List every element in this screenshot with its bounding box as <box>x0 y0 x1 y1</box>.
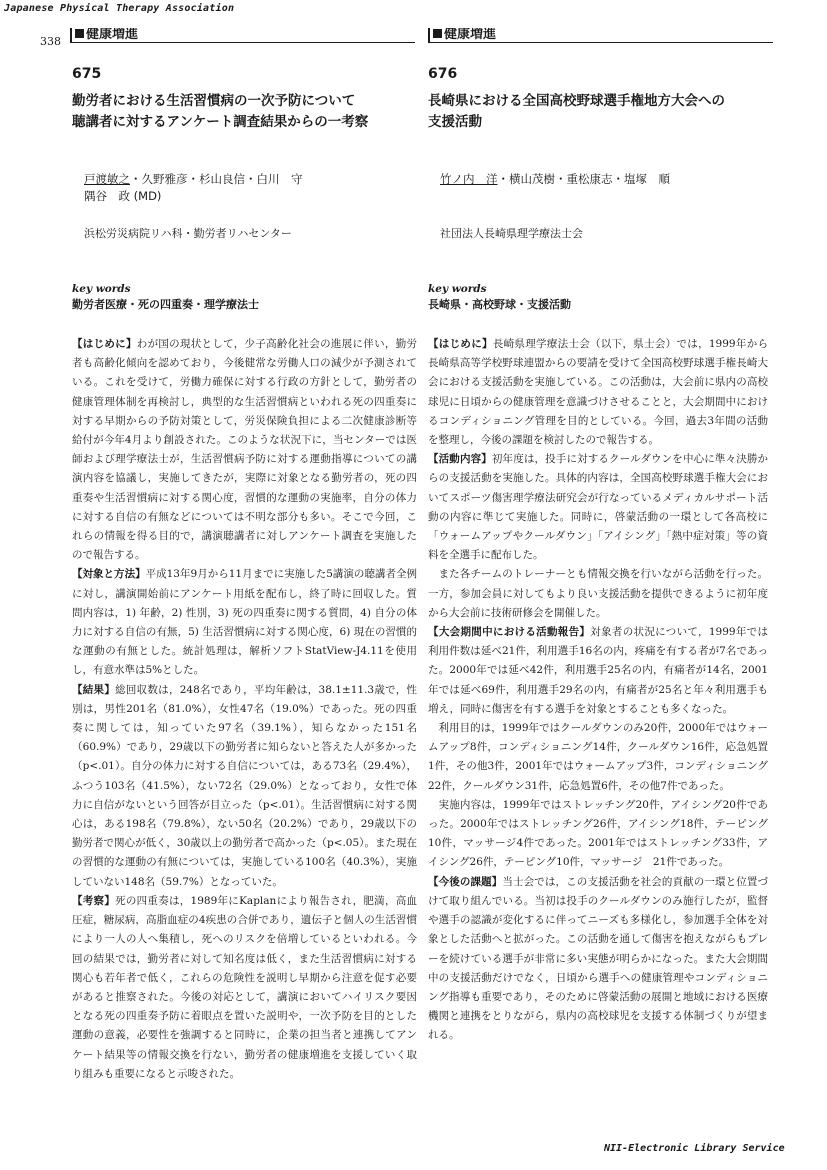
institution: 浜松労災病院リハ科・勤労者リハセンター <box>84 227 292 240</box>
paragraph-text: 総回収数は，248名であり，平均年齢は，38.1±11.3歳で，性別は，男性201名（81.0%），女性47名（19.0%）であった。死の四重奏に関しては，知っていた97名（39.1%），知らなかった151名（60.9%）であり，29歳以下の勤労者に知らないと答えた人が多かった（p<.01）。自分の体力に対する自信については，ある73名（29.4%），ふつう103名（41.5%），ない72名（29.0%）となっており，女性で体力に自信がないという回答が目立った（p<.01）。生活習慣病に対する関心は，ある198名（79.8%），ない50名（20.2%）であり，29歳以下の勤労者で関心が低く，30歳以上の勤労者で高かった（p<.05）。また現在の習慣的な運動の有無については，実施している100名（40.3%），実施していない148名（59.7%）となっていた。 <box>72 683 417 888</box>
paragraph <box>428 796 768 873</box>
paragraph-heading: 【大会期間中における活動報告】 <box>428 626 591 639</box>
keywords: 勤労者医療・死の四重奏・理学療法士 <box>72 298 259 311</box>
article-body <box>72 335 417 1084</box>
keywords-label: key words <box>428 283 487 295</box>
paragraph-heading: 【はじめに】 <box>72 338 137 350</box>
section-tag-label: 健康増進 <box>444 28 497 42</box>
paragraph-text: 平成13年9月から11月までに実施した5講演の聴講者全例に対し，講演開始前にアンケート用紙を配布し，終了時に回収した。質問内容は，1) 年齢，2) 性別，3) 死の四重奏に関する質問，4) 自分の体力に対する自信の有無，5) 生活習慣病に対する関心度，6) 現在の習慣的な運動の有無とした。統計処理は，解析ソフトStatView-J4.11を使用し，有意水準は5%とした。 <box>72 568 417 677</box>
article-title-line-2: 支援活動 <box>428 114 482 130</box>
paragraph-text: 実施内容は，1999年ではストレッチング20件，アイシング20件であった。2000年ではストレッチング26件，アイシング18件，テーピング10件，マッサージ4件であった。2001年ではストレッチング33件，アイシング26件，テーピング10件，マッサージ 21件であった。 <box>428 798 768 869</box>
paragraph <box>72 681 417 892</box>
paragraph <box>428 719 768 796</box>
section-tag-right <box>428 28 773 43</box>
article-title-line-2: 聴講者に対するアンケート調査結果からの一考察 <box>72 114 369 130</box>
section-tag-label: 健康増進 <box>86 28 139 42</box>
section-marker-icon <box>75 29 84 38</box>
section-tag-left <box>70 28 415 43</box>
paragraph <box>428 623 768 719</box>
author-list <box>428 171 768 205</box>
paragraph <box>428 565 768 623</box>
paragraph-text: 当士会では，この支援活動を社会的貢献の一環と位置づけて取り組んでいる。当初は投手のクールダウンのみ施行したが，監督や選手の認識が変化するに伴ってニーズも多様化し，参加選手全体を対象とした活動へと拡がった。この活動を通して傷害を抱えながらもプレーを続けている選手が非常に多い実態が明らかになった。また大会期間中の支援活動だけでなく，日頃から選手への健康管理やコンディショニング指導も重要であり，そのために啓蒙活動の展開と地域における医療機関と連携をとりながら，県内の高校球児を支援する体制づくりが望まれる。 <box>428 875 769 1042</box>
institution: 社団法人長崎県理学療法士会 <box>440 227 583 240</box>
paragraph-heading: 【対象と方法】 <box>72 568 146 581</box>
paragraph-text: わが国の現状として，少子高齢化社会の進展に伴い，勤労者も高齢化傾向を認めており，今後健常な労働人口の減少が予測されている。これを受けて，労働力確保に対する行政の方針として，勤労者の健康管理体制を再検討し，典型的な生活習慣病といわれる死の四重奏に対する早期からの予防対策として，労災保険負担による二次健康診断等給付が今年4月より創設された。このような状況下に，当センターでは医師および理学療法士が，生活習慣病予防に対する運動指導についての講演内容を協議し，実施してきたが，実際に対象となる勤労者の，死の四重奏や生活習慣病に対する関心度，習慣的な運動の実施率，自分の体力に対する自信の有無などについては不明な部分も多い。そこで今回，これらの情報を得る目的で，講演聴講者に対しアンケート調査を実施したので報告する。 <box>72 338 417 562</box>
paragraph-heading: 【考察】 <box>72 894 116 907</box>
paragraph <box>428 873 768 1046</box>
presenting-author: 竹ノ内 洋 <box>440 172 498 186</box>
section-marker-icon <box>433 29 442 38</box>
presenting-author: 戸渡敏之 <box>84 172 130 186</box>
paragraph-heading: 【活動内容】 <box>428 453 492 466</box>
paragraph-heading: 【今後の課題】 <box>428 875 503 888</box>
paragraph <box>72 892 417 1084</box>
paragraph-text: 利用目的は，1999年ではクールダウンのみ20件，2000年ではウォームアップ8件，コンディショニング14件，クールダウン16件，応急処置1件，その他3件，2001年ではウォームアップ3件，コンディショニング22件，クールダウン31件，応急処置6件，その他7件であった。 <box>428 722 768 792</box>
author-list <box>72 171 417 205</box>
article-title-line-1: 長崎県における全国高校野球選手権地方大会への <box>428 93 725 109</box>
paragraph <box>428 450 768 565</box>
paragraph-text: 長崎県理学療法士会（以下，県士会）では，1999年から長崎県高等学校野球連盟からの要請を受けて全国高校野球選手権長崎大会における支援活動を実施している。この活動は，大会前に県内の高校球児に日頃からの健康管理を意識づけさせることと，大会期間中におけるコンディショニング管理を目的としている。今回，過去3年間の活動を整理し，今後の課題を検討したので報告する。 <box>428 338 769 447</box>
footer-service: NII-Electronic Library Service <box>604 1143 785 1154</box>
co-authors-line-2: 隅谷 政 (MD) <box>84 189 162 203</box>
paragraph-text: 対象者の状況について，1999年では利用件数は延べ21件，利用選手16名の内，疼痛を有する者が7名であった。2000年では延べ42件，利用選手25名の内，有痛者が14名，2001年では延べ69件，利用選手29名の内，有痛者が25名と年々利用選手も増え，同時に傷害を有する選手を対象とすることも多くなった。 <box>428 626 769 715</box>
article-body <box>428 335 768 1046</box>
article-number: 675 <box>72 66 102 82</box>
paragraph-text: 初年度は，投手に対するクールダウンを中心に準々決勝からの支援活動を実施した。具体的内容は，全国高校野球選手権大会においてスポーツ傷害理学療法研究会が行なっているメディカルサポート活動の内容に準じて実施した。同時に，啓蒙活動の一環として各高校に「ウォームアップやクールダウン」「アイシング」「熱中症対策」等の資料を全選手に配布した。 <box>428 453 769 562</box>
co-authors: ・久野雅彦・杉山良信・白川 守 <box>130 172 303 186</box>
paragraph-heading: 【結果】 <box>72 683 116 696</box>
page-number: 338 <box>40 35 61 48</box>
paragraph-text: また各チームのトレーナーとも情報交換を行いながら活動を行った。一方，参加会員に対してもより良い支援活動を提供できるように初年度から大会前に技術研修会を開催した。 <box>428 568 768 619</box>
paragraph-heading: 【はじめに】 <box>428 338 493 350</box>
paragraph-text: 死の四重奏は，1989年にKaplanにより報告され，肥満，高血圧症，糖尿病，高脂血症の4疾患の合併であり，遺伝子と個人の生活習慣により一人の人へ集積し，死へのリスクを倍増しているといわれる。今回の結果では，勤労者に対して知名度は低く，また生活習慣病に対する関心も若年者で低く，これらの危険性を説明し早期から注意を促す必要があると推察された。今後の対応として，講演においてハイリスク要因となる死の四重奏予防に着眼点を置いた説明や，一次予防を目的とした運動の意義，必要性を強調すると同時に，企業の担当者と連携してアンケート結果等の情報交換を行ない，勤労者の健康増進を支援していく取り組みも重要になると示唆された。 <box>72 894 418 1080</box>
article-title-line-1: 勤労者における生活習慣病の一次予防について <box>72 93 356 109</box>
co-authors: ・横山茂樹・重松康志・塩塚 順 <box>497 172 670 186</box>
article-number: 676 <box>428 66 458 82</box>
paragraph <box>72 565 417 680</box>
keywords-label: key words <box>72 283 131 295</box>
article-675 <box>72 66 417 1084</box>
paragraph <box>428 335 768 450</box>
article-676 <box>428 66 768 1046</box>
keywords: 長崎県・高校野球・支援活動 <box>428 298 571 311</box>
association-header: Japanese Physical Therapy Association <box>4 3 235 14</box>
paragraph <box>72 335 417 565</box>
